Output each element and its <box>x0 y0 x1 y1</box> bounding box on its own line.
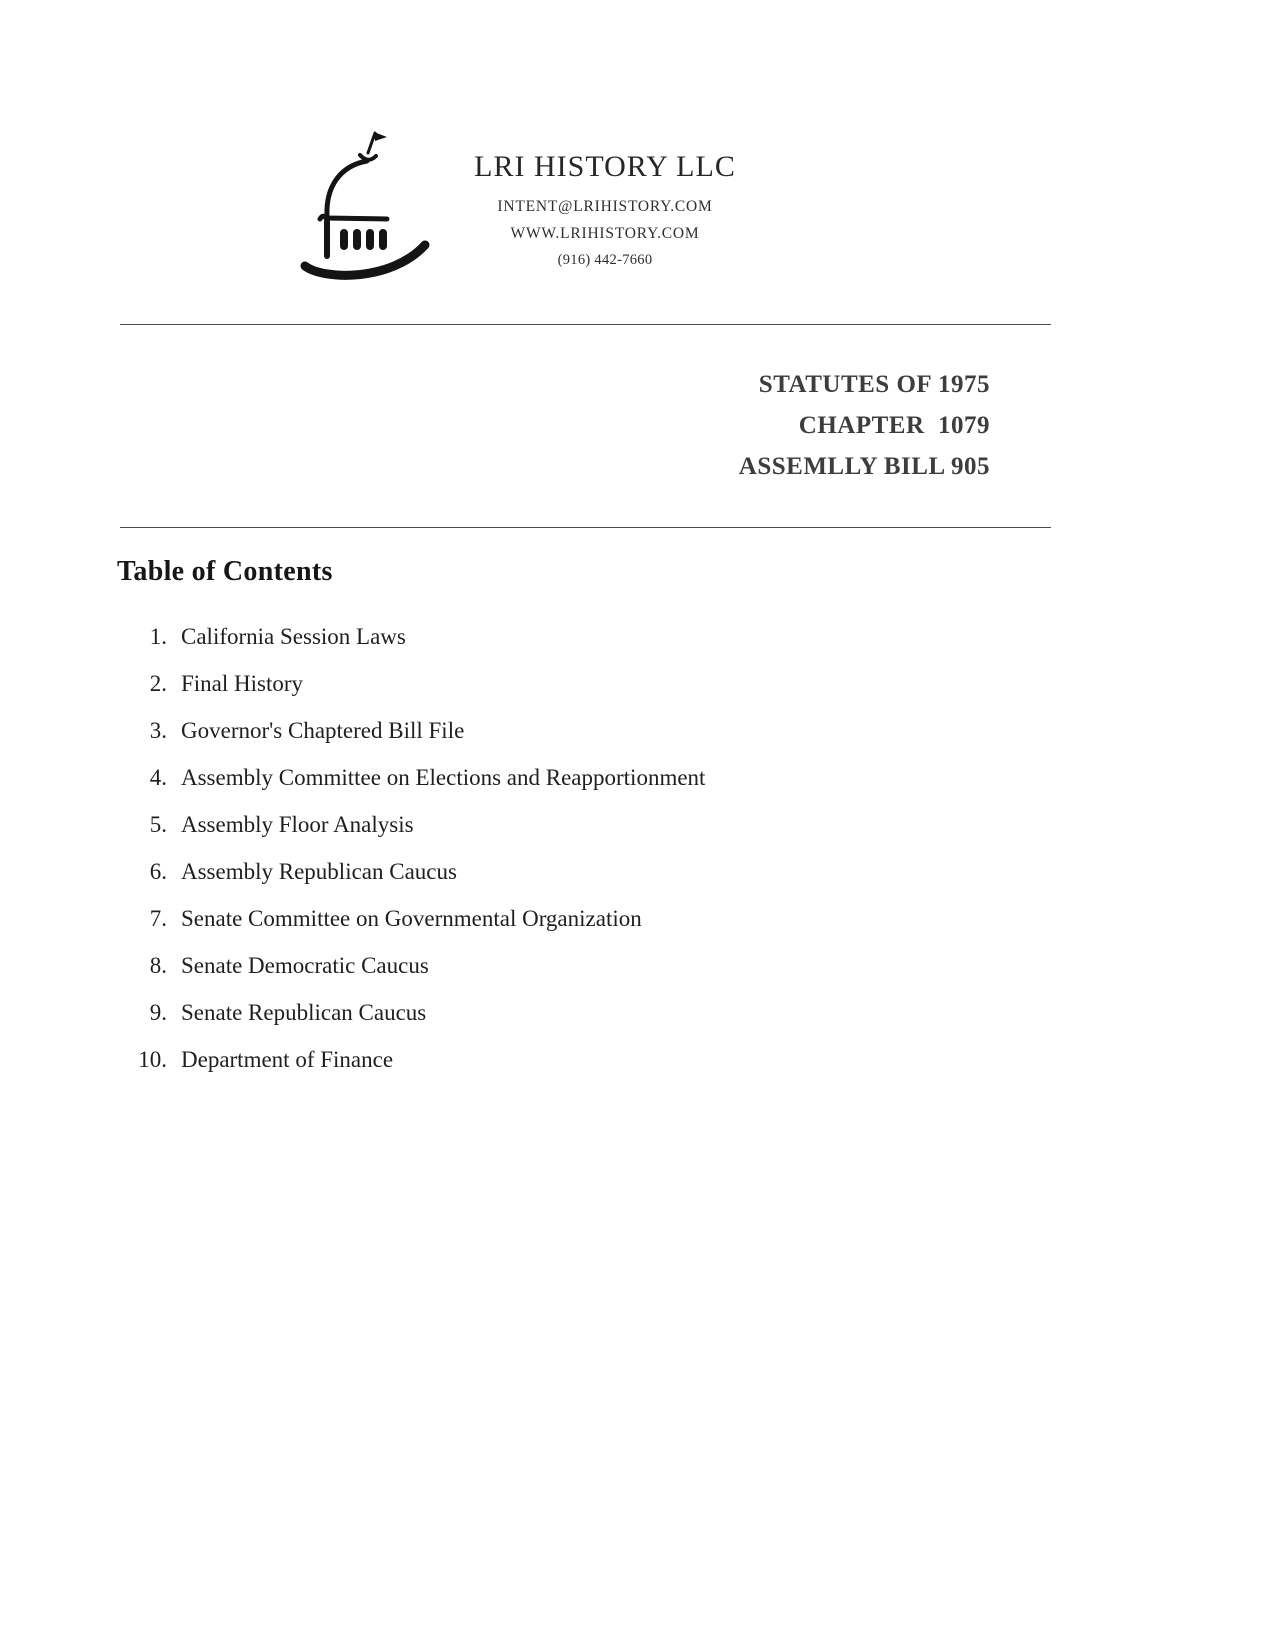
toc-number: 8. <box>149 953 167 978</box>
toc-number: 1. <box>149 624 167 649</box>
toc-row <box>117 904 1017 934</box>
toc-number: 9. <box>149 1000 167 1025</box>
toc-number: 2. <box>149 671 167 696</box>
company-email: INTENT@LRIHISTORY.COM <box>497 198 713 215</box>
company-phone: (916) 442-7660 <box>557 252 653 268</box>
toc-number: 6. <box>149 859 167 884</box>
toc-label: Final History <box>181 671 304 696</box>
toc-label: Assembly Committee on Elections and Reapportionment <box>181 765 706 790</box>
capitol-logo-icon <box>295 126 445 286</box>
toc-row <box>117 810 1017 840</box>
divider-top <box>120 324 1051 325</box>
toc-row <box>117 857 1017 887</box>
company-name: LRI HISTORY LLC <box>474 150 736 183</box>
toc-label: California Session Laws <box>181 624 406 649</box>
toc-label: Governor's Chaptered Bill File <box>181 718 465 743</box>
toc-label: Assembly Floor Analysis <box>181 812 414 837</box>
toc-row <box>117 669 1017 699</box>
toc-number: 5. <box>149 812 167 837</box>
toc-row <box>117 763 1017 793</box>
toc-number: 7. <box>149 906 167 931</box>
toc-row <box>117 998 1017 1028</box>
toc-number: 4. <box>149 765 167 790</box>
toc-number: 3. <box>149 718 167 743</box>
toc-row <box>117 1045 1017 1075</box>
divider-bottom <box>120 527 1051 528</box>
toc-heading: Table of Contents <box>117 556 333 587</box>
statutes-title-block <box>739 364 990 487</box>
statutes-line: STATUTES OF 1975 <box>758 371 990 398</box>
toc-label: Assembly Republican Caucus <box>181 859 457 884</box>
toc-list <box>117 622 1017 1092</box>
letterhead <box>425 150 785 278</box>
toc-label: Senate Democratic Caucus <box>181 953 429 978</box>
chapter-line: CHAPTER 1079 <box>798 412 990 439</box>
toc-label: Senate Republican Caucus <box>181 1000 427 1025</box>
toc-number: 10. <box>138 1047 167 1072</box>
company-website: WWW.LRIHISTORY.COM <box>510 225 700 242</box>
assembly-bill-line: ASSEMLLY BILL 905 <box>738 453 990 480</box>
toc-label: Department of Finance <box>181 1047 394 1072</box>
toc-label: Senate Committee on Governmental Organization <box>181 906 642 931</box>
toc-row <box>117 622 1017 652</box>
toc-row <box>117 716 1017 746</box>
toc-row <box>117 951 1017 981</box>
